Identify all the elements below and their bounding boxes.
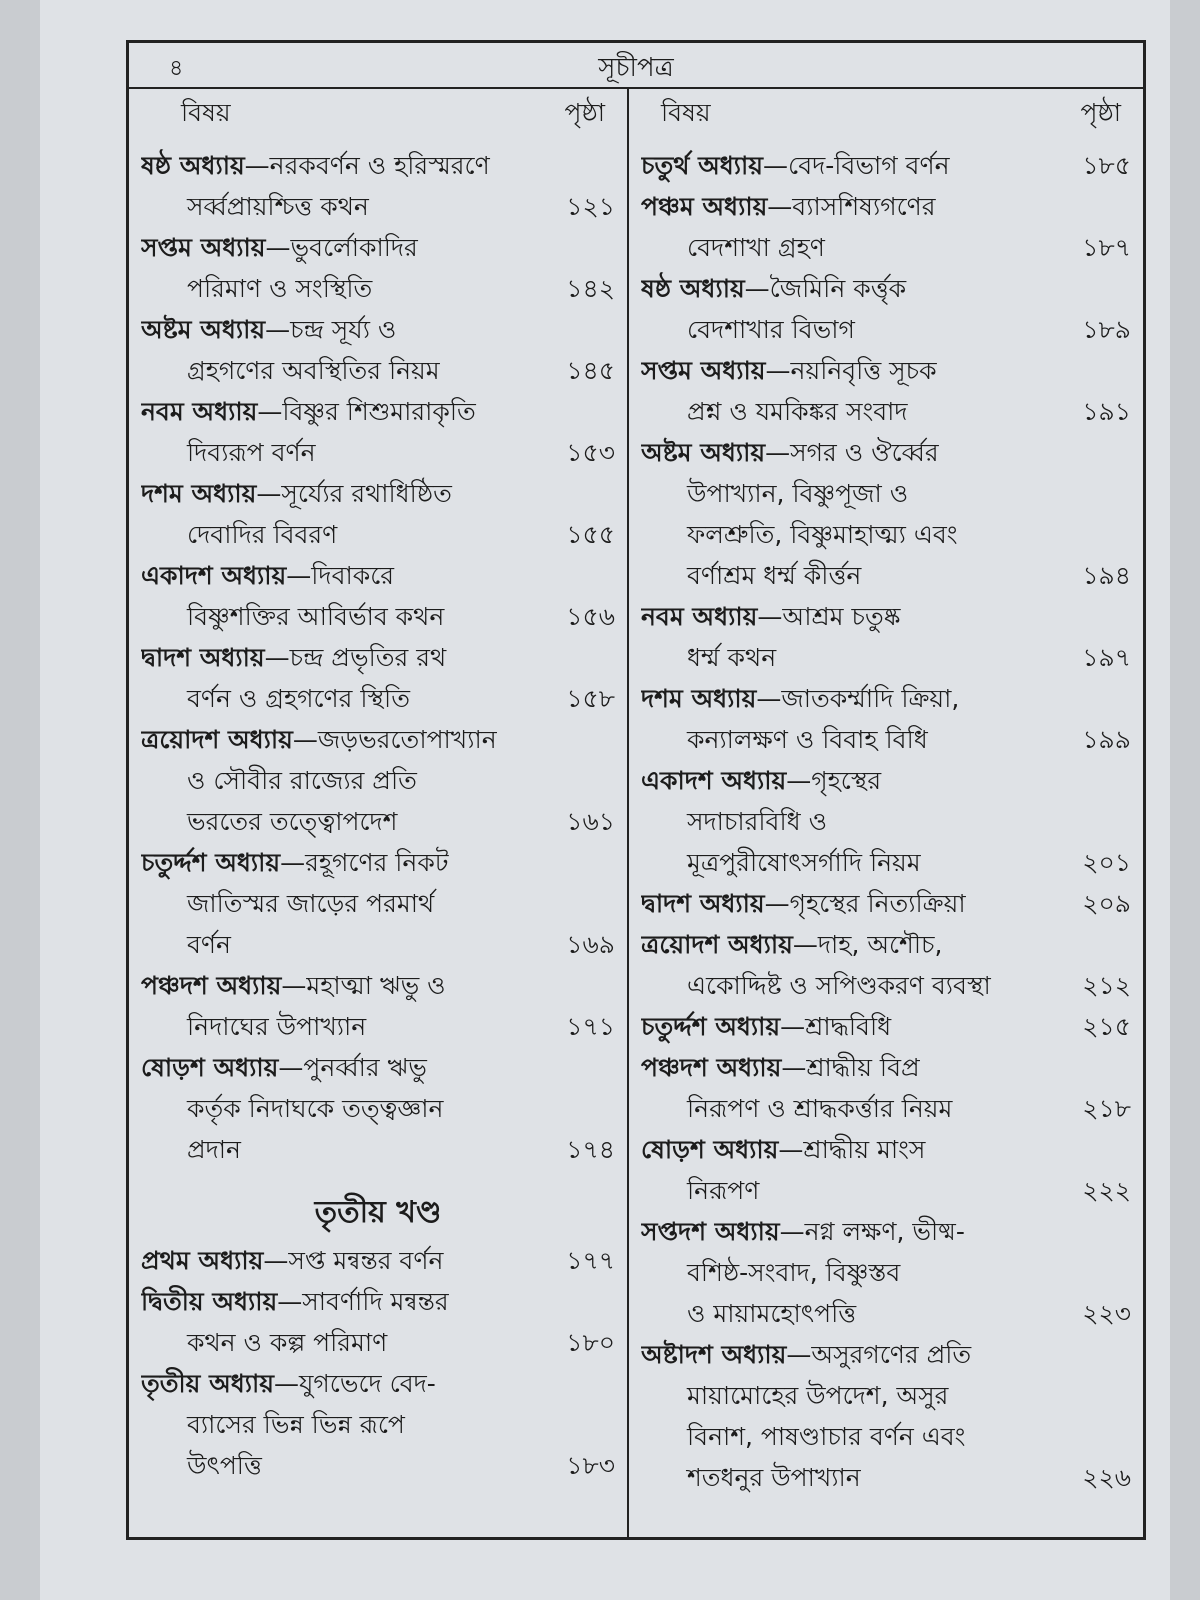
chapter-name: অষ্টাদশ অধ্যায় bbox=[641, 1340, 787, 1369]
chapter-description: চন্দ্র প্রভৃতির রথ bbox=[289, 643, 447, 672]
toc-entry bbox=[641, 924, 1131, 1006]
toc-entry bbox=[641, 350, 1131, 432]
chapter-description: বশিষ্ঠ-সংবাদ, বিষ্ণুস্তব bbox=[687, 1258, 901, 1287]
toc-entry-line bbox=[141, 719, 615, 760]
chapter-description: জড়ভরতোপাখ্যান bbox=[317, 725, 497, 754]
toc-entry-line bbox=[141, 678, 615, 719]
entry-text: দ্বিতীয় অধ্যায়—সাবর্ণাদি মন্বন্তর bbox=[141, 1287, 449, 1316]
entry-text: নবম অধ্যায়—বিষ্ণুর শিশুমারাকৃতি bbox=[141, 397, 476, 426]
chapter-description: নরকবর্ণন ও হরিস্মরণে bbox=[269, 151, 490, 180]
entry-text bbox=[641, 1416, 1073, 1457]
chapter-description: জাতিস্মর জাড়ের পরমার্থ bbox=[187, 889, 435, 918]
page-ref: ২২৩ bbox=[1082, 1299, 1131, 1328]
chapter-description: প্রদান bbox=[187, 1135, 241, 1164]
page-ref: ১৯৭ bbox=[1082, 643, 1131, 672]
toc-entry-line bbox=[641, 965, 1131, 1006]
toc-entry-line bbox=[141, 842, 615, 883]
entry-text: পঞ্চদশ অধ্যায়—মহাত্মা ঋভু ও bbox=[141, 971, 446, 1000]
chapter-description: ধর্ম্ম কথন bbox=[687, 643, 777, 672]
chapter-description: উৎপত্তি bbox=[187, 1451, 262, 1480]
toc-entry bbox=[141, 1363, 615, 1486]
page-ref: ১৪৫ bbox=[566, 356, 615, 385]
chapter-name: একাদশ অধ্যায় bbox=[641, 766, 787, 795]
chapter-description: সগর ও ঔর্ব্বের bbox=[790, 438, 939, 467]
chapter-name: পঞ্চম অধ্যায় bbox=[641, 192, 768, 221]
page-ref: ২১৮ bbox=[1082, 1094, 1131, 1123]
subject-heading: বিষয় bbox=[661, 98, 711, 127]
entry-text bbox=[141, 432, 557, 473]
toc-entry bbox=[641, 145, 1131, 186]
chapter-description: চন্দ্র সূর্য্য ও bbox=[290, 315, 397, 344]
entry-text: চতুর্থ অধ্যায়—বেদ-বিভাগ বর্ণন bbox=[641, 151, 950, 180]
entry-text bbox=[641, 1293, 1073, 1334]
left-column bbox=[129, 87, 627, 1537]
toc-entry-line bbox=[641, 760, 1131, 801]
chapter-description: ব্যাসের ভিন্ন ভিন্ন রূপে bbox=[187, 1410, 405, 1439]
toc-entry-line bbox=[141, 391, 615, 432]
entry-text bbox=[641, 473, 1073, 514]
page-ref: ১৭১ bbox=[566, 1012, 615, 1041]
toc-entry-line bbox=[641, 1252, 1131, 1293]
entry-text: অষ্টম অধ্যায়—সগর ও ঔর্ব্বের bbox=[641, 438, 939, 467]
chapter-description: যুগভেদে বেদ- bbox=[299, 1369, 436, 1398]
chapter-name: দশম অধ্যায় bbox=[141, 479, 257, 508]
toc-entry-line bbox=[141, 1088, 615, 1129]
entry-text: দ্বাদশ অধ্যায়—চন্দ্র প্রভৃতির রথ bbox=[141, 643, 447, 672]
entry-text: তৃতীয় অধ্যায়—যুগভেদে বেদ- bbox=[141, 1369, 436, 1398]
chapter-name: ষোড়শ অধ্যায় bbox=[641, 1135, 779, 1164]
chapter-description: আশ্রম চতুষ্ক bbox=[782, 602, 901, 631]
chapter-description: বিষ্ণুশক্তির আবির্ভাব কথন bbox=[187, 602, 445, 631]
chapter-name: একাদশ অধ্যায় bbox=[141, 561, 287, 590]
chapter-description: শতধনুর উপাখ্যান bbox=[687, 1463, 861, 1492]
entry-text bbox=[641, 514, 1073, 555]
chapter-description: বিষ্ণুর শিশুমারাকৃতি bbox=[282, 397, 476, 426]
toc-entry-line bbox=[641, 268, 1131, 309]
toc-entry bbox=[141, 309, 615, 391]
entry-text bbox=[141, 1006, 557, 1047]
toc-entry-line bbox=[641, 1170, 1131, 1211]
toc-entry-line bbox=[141, 965, 615, 1006]
toc-entry bbox=[141, 227, 615, 309]
toc-entry-line bbox=[141, 1363, 615, 1404]
chapter-name: অষ্টম অধ্যায় bbox=[641, 438, 766, 467]
toc-entry-line bbox=[641, 227, 1131, 268]
section-title: তৃতীয় খণ্ড bbox=[314, 1195, 442, 1230]
toc-entry-line bbox=[141, 1240, 615, 1281]
page-ref: ২০৯ bbox=[1082, 889, 1131, 918]
toc-entry-line bbox=[641, 555, 1131, 596]
chapter-description: পরিমাণ ও সংস্থিতি bbox=[187, 274, 373, 303]
page-ref: ২০১ bbox=[1082, 848, 1131, 877]
toc-entry bbox=[641, 432, 1131, 596]
entry-text: অষ্টাদশ অধ্যায়—অসুরগণের প্রতি bbox=[641, 1340, 972, 1369]
toc-entry bbox=[141, 637, 615, 719]
page-ref: ২১২ bbox=[1082, 971, 1131, 1000]
toc-entry-line bbox=[641, 432, 1131, 473]
toc-entry-line bbox=[641, 1088, 1131, 1129]
entry-text: ত্রয়োদশ অধ্যায়—জড়ভরতোপাখ্যান bbox=[141, 725, 497, 754]
toc-entry-line bbox=[641, 596, 1131, 637]
chapter-description: ও সৌবীর রাজ্যের প্রতি bbox=[187, 766, 417, 795]
entry-text: ষষ্ঠ অধ্যায়—নরকবর্ণন ও হরিস্মরণে bbox=[141, 151, 490, 180]
chapter-description: সূর্য্যের রথাধিষ্ঠিত bbox=[281, 479, 452, 508]
toc-entry-line bbox=[141, 1129, 615, 1170]
entry-text bbox=[141, 1404, 557, 1445]
chapter-description: জাতকর্ম্মাদি ক্রিয়া, bbox=[781, 684, 960, 713]
entry-text bbox=[641, 965, 1073, 1006]
chapter-description: ফলশ্রুতি, বিষ্ণুমাহাত্ম্য এবং bbox=[687, 520, 958, 549]
toc-entry-line bbox=[641, 145, 1131, 186]
entry-text bbox=[141, 760, 557, 801]
chapter-name: ষষ্ঠ অধ্যায় bbox=[641, 274, 745, 303]
chapter-description: মূত্রপুরীষোৎসর্গাদি নিয়ম bbox=[687, 848, 921, 877]
toc-entry bbox=[641, 1334, 1131, 1498]
toc-entry bbox=[141, 1047, 615, 1170]
toc-entry bbox=[641, 1047, 1131, 1129]
chapter-description: পুনর্ব্বার ঋভু bbox=[303, 1053, 427, 1082]
chapter-name: দ্বাদশ অধ্যায় bbox=[141, 643, 265, 672]
entry-text: অষ্টম অধ্যায়—চন্দ্র সূর্য্য ও bbox=[141, 315, 397, 344]
toc-entry-line bbox=[641, 309, 1131, 350]
page-title: সূচীপত্র bbox=[598, 53, 674, 83]
chapter-description: সর্ব্বপ্রায়শ্চিত্ত কথন bbox=[187, 192, 369, 221]
chapter-description: গৃহস্থের bbox=[811, 766, 882, 795]
chapter-description: অসুরগণের প্রতি bbox=[811, 1340, 972, 1369]
page-heading: পৃষ্ঠা bbox=[1080, 98, 1121, 127]
chapter-description: শ্রাদ্ধীয় বিপ্র bbox=[806, 1053, 920, 1082]
toc-entry-line bbox=[641, 514, 1131, 555]
entry-text: দ্বাদশ অধ্যায়—গৃহস্থের নিত্যক্রিয়া bbox=[641, 889, 966, 918]
chapter-description: নিরূপণ ও শ্রাদ্ধকর্ত্তার নিয়ম bbox=[687, 1094, 953, 1123]
chapter-name: ষষ্ঠ অধ্যায় bbox=[141, 151, 245, 180]
entry-text bbox=[141, 924, 557, 965]
chapter-description: কর্তৃক নিদাঘকে তত্ত্বজ্ঞান bbox=[187, 1094, 444, 1123]
toc-entry-line bbox=[141, 1404, 615, 1445]
chapter-description: নিদাঘের উপাখ্যান bbox=[187, 1012, 367, 1041]
toc-entry-line bbox=[141, 883, 615, 924]
chapter-description: কথন ও কল্প পরিমাণ bbox=[187, 1328, 388, 1357]
entry-text: একাদশ অধ্যায়—দিবাকরে bbox=[141, 561, 395, 590]
entry-text bbox=[141, 268, 557, 309]
toc-entry-line bbox=[641, 1293, 1131, 1334]
chapter-name: দ্বাদশ অধ্যায় bbox=[641, 889, 765, 918]
page-ref: ১৯৯ bbox=[1082, 725, 1131, 754]
toc-entry-line bbox=[641, 842, 1131, 883]
entry-text bbox=[641, 1088, 1073, 1129]
chapter-description: বেদশাখার বিভাগ bbox=[687, 315, 855, 344]
chapter-name: তৃতীয় অধ্যায় bbox=[141, 1369, 274, 1398]
page-header bbox=[129, 43, 1143, 89]
entry-text bbox=[641, 391, 1073, 432]
chapter-name: চতুর্দ্দশ অধ্যায় bbox=[641, 1012, 781, 1041]
index-frame bbox=[126, 40, 1146, 1540]
chapter-description: গ্রহগণের অবস্থিতির নিয়ম bbox=[187, 356, 440, 385]
chapter-description: দাহ, অশৌচ, bbox=[817, 930, 943, 959]
chapter-name: প্রথম অধ্যায় bbox=[141, 1246, 264, 1275]
entry-text bbox=[641, 1457, 1073, 1498]
entry-text bbox=[641, 1170, 1073, 1211]
chapter-description: একোদ্দিষ্ট ও সপিণ্ডকরণ ব্যবস্থা bbox=[687, 971, 991, 1000]
page-ref: ২২২ bbox=[1082, 1176, 1131, 1205]
entry-text bbox=[641, 637, 1073, 678]
entry-text: সপ্তম অধ্যায়—ভুবর্লোকাদির bbox=[141, 233, 418, 262]
chapter-name: সপ্তম অধ্যায় bbox=[141, 233, 266, 262]
chapter-name: নবম অধ্যায় bbox=[141, 397, 258, 426]
toc-entry-line bbox=[141, 268, 615, 309]
entry-text: ষষ্ঠ অধ্যায়—জৈমিনি কর্ত্তৃক bbox=[641, 274, 907, 303]
chapter-description: রহূগণের নিকট bbox=[305, 848, 449, 877]
page-ref: ১২১ bbox=[566, 192, 615, 221]
entry-text: প্রথম অধ্যায়—সপ্ত মন্বন্তর বর্ণন bbox=[141, 1246, 444, 1275]
left-entry-list bbox=[141, 145, 615, 1170]
chapter-description: ও মায়ামহোৎপত্তি bbox=[687, 1299, 857, 1328]
chapter-description: ভুবর্লোকাদির bbox=[290, 233, 418, 262]
page-ref: ১৬৯ bbox=[566, 930, 615, 959]
toc-entry bbox=[641, 186, 1131, 268]
entry-text bbox=[141, 883, 557, 924]
entry-text bbox=[141, 350, 557, 391]
page-ref: ১৫৮ bbox=[566, 684, 615, 713]
entry-text: চতুর্দ্দশ অধ্যায়—রহূগণের নিকট bbox=[141, 848, 449, 877]
toc-entry-line bbox=[141, 637, 615, 678]
toc-entry bbox=[141, 719, 615, 842]
toc-entry-line bbox=[141, 596, 615, 637]
toc-entry-line bbox=[641, 924, 1131, 965]
toc-entry bbox=[641, 596, 1131, 678]
toc-entry-line bbox=[141, 186, 615, 227]
right-column-header bbox=[641, 87, 1131, 145]
entry-text: দশম অধ্যায়—জাতকর্ম্মাদি ক্রিয়া, bbox=[641, 684, 960, 713]
page-ref: ১৭৪ bbox=[566, 1135, 615, 1164]
page-ref: ১৮৯ bbox=[1082, 315, 1131, 344]
right-entry-list bbox=[641, 145, 1131, 1498]
toc-entry bbox=[141, 555, 615, 637]
entry-text bbox=[641, 1252, 1073, 1293]
toc-entry bbox=[641, 1211, 1131, 1334]
toc-entry-line bbox=[141, 309, 615, 350]
toc-entry-line bbox=[641, 350, 1131, 391]
toc-entry-line bbox=[641, 883, 1131, 924]
page-ref: ১৫৩ bbox=[566, 438, 615, 467]
toc-entry-line bbox=[641, 719, 1131, 760]
page-ref: ১৮০ bbox=[566, 1328, 615, 1357]
page-ref: ১৭৭ bbox=[566, 1246, 615, 1275]
toc-entry-line bbox=[641, 473, 1131, 514]
toc-entry-line bbox=[141, 1006, 615, 1047]
entry-text: ষোড়শ অধ্যায়—পুনর্ব্বার ঋভু bbox=[141, 1053, 427, 1082]
page-ref: ১৪২ bbox=[566, 274, 615, 303]
chapter-description: সদাচারবিধি ও bbox=[687, 807, 827, 836]
chapter-description: নগ্ন লক্ষণ, ভীষ্ম- bbox=[804, 1217, 965, 1246]
entry-text bbox=[141, 1445, 557, 1486]
toc-entry bbox=[141, 1240, 615, 1281]
toc-entry bbox=[141, 391, 615, 473]
entry-text bbox=[141, 678, 557, 719]
entry-text: সপ্তম অধ্যায়—নয়নিবৃত্তি সূচক bbox=[641, 356, 937, 385]
chapter-description: মহাত্মা ঋভু ও bbox=[306, 971, 446, 1000]
left-column-header bbox=[141, 87, 615, 145]
chapter-description: বর্ণন ও গ্রহগণের স্থিতি bbox=[187, 684, 410, 713]
entry-text bbox=[141, 1088, 557, 1129]
toc-entry-line bbox=[141, 760, 615, 801]
entry-text: ষোড়শ অধ্যায়—শ্রাদ্ধীয় মাংস bbox=[641, 1135, 926, 1164]
chapter-name: সপ্তম অধ্যায় bbox=[641, 356, 766, 385]
chapter-description: গৃহস্থের নিত্যক্রিয়া bbox=[789, 889, 966, 918]
right-column bbox=[629, 87, 1143, 1537]
entry-text bbox=[641, 842, 1073, 883]
toc-entry-line bbox=[641, 1416, 1131, 1457]
page-heading: পৃষ্ঠা bbox=[564, 98, 605, 127]
toc-entry-line bbox=[141, 1047, 615, 1088]
toc-entry-line bbox=[141, 350, 615, 391]
chapter-description: বিনাশ, পাষণ্ডাচার বর্ণন এবং bbox=[687, 1422, 966, 1451]
toc-entry-line bbox=[141, 924, 615, 965]
entry-text bbox=[141, 801, 557, 842]
toc-entry-line bbox=[641, 1457, 1131, 1498]
chapter-description: বর্ণন bbox=[187, 930, 231, 959]
chapter-description: শ্রাদ্ধবিধি bbox=[805, 1012, 892, 1041]
toc-entry bbox=[141, 145, 615, 227]
toc-entry-line bbox=[641, 1334, 1131, 1375]
entry-text: পঞ্চদশ অধ্যায়—শ্রাদ্ধীয় বিপ্র bbox=[641, 1053, 920, 1082]
toc-entry-line bbox=[141, 555, 615, 596]
page-ref: ১৮৩ bbox=[566, 1451, 615, 1480]
chapter-description: ব্যাসশিষ্যগণের bbox=[792, 192, 936, 221]
entry-text bbox=[641, 801, 1073, 842]
chapter-description: উপাখ্যান, বিষ্ণুপূজা ও bbox=[687, 479, 909, 508]
entry-text: পঞ্চম অধ্যায়—ব্যাসশিষ্যগণের bbox=[641, 192, 936, 221]
chapter-description: দিব্যরূপ বর্ণন bbox=[187, 438, 316, 467]
page-number: ৪ bbox=[169, 56, 184, 81]
toc-entry-line bbox=[641, 1047, 1131, 1088]
left-entry-list-section bbox=[141, 1240, 615, 1486]
toc-entry bbox=[641, 760, 1131, 883]
chapter-description: বেদ-বিভাগ বর্ণন bbox=[788, 151, 950, 180]
chapter-description: ভরতের তত্ত্বোপদেশ bbox=[187, 807, 398, 836]
toc-entry-line bbox=[141, 227, 615, 268]
page-ref: ২২৬ bbox=[1082, 1463, 1131, 1492]
chapter-name: ত্রয়োদশ অধ্যায় bbox=[641, 930, 793, 959]
toc-entry bbox=[141, 473, 615, 555]
entry-text bbox=[641, 555, 1073, 596]
chapter-description: নয়নিবৃত্তি সূচক bbox=[790, 356, 937, 385]
entry-text bbox=[641, 1375, 1073, 1416]
page-ref: ১৯১ bbox=[1082, 397, 1131, 426]
chapter-name: ত্রয়োদশ অধ্যায় bbox=[141, 725, 293, 754]
toc-entry bbox=[141, 842, 615, 965]
page-ref: ১৬১ bbox=[566, 807, 615, 836]
chapter-name: ষোড়শ অধ্যায় bbox=[141, 1053, 279, 1082]
chapter-name: পঞ্চদশ অধ্যায় bbox=[641, 1053, 782, 1082]
toc-entry bbox=[141, 965, 615, 1047]
chapter-description: নিরূপণ bbox=[687, 1176, 760, 1205]
chapter-description: বর্ণাশ্রম ধর্ম্ম কীর্ত্তন bbox=[687, 561, 862, 590]
chapter-description: মায়ামোহের উপদেশ, অসুর bbox=[687, 1381, 949, 1410]
chapter-name: দ্বিতীয় অধ্যায় bbox=[141, 1287, 278, 1316]
toc-entry-line bbox=[641, 801, 1131, 842]
entry-text bbox=[141, 186, 557, 227]
toc-entry bbox=[641, 678, 1131, 760]
chapter-description: শ্রাদ্ধীয় মাংস bbox=[803, 1135, 926, 1164]
chapter-name: সপ্তদশ অধ্যায় bbox=[641, 1217, 780, 1246]
entry-text: দশম অধ্যায়—সূর্য্যের রথাধিষ্ঠিত bbox=[141, 479, 452, 508]
toc-entry-line bbox=[141, 1445, 615, 1486]
toc-entry-line bbox=[641, 637, 1131, 678]
chapter-description: প্রশ্ন ও যমকিঙ্কর সংবাদ bbox=[687, 397, 908, 426]
entry-text: সপ্তদশ অধ্যায়—নগ্ন লক্ষণ, ভীষ্ম- bbox=[641, 1217, 965, 1246]
toc-entry-line bbox=[641, 186, 1131, 227]
chapter-description: দেবাদির বিবরণ bbox=[187, 520, 338, 549]
entry-text bbox=[641, 227, 1073, 268]
entry-text: ত্রয়োদশ অধ্যায়—দাহ, অশৌচ, bbox=[641, 930, 943, 959]
entry-text: নবম অধ্যায়—আশ্রম চতুষ্ক bbox=[641, 602, 901, 631]
page-ref: ১৮৫ bbox=[1082, 151, 1131, 180]
entry-text bbox=[141, 1129, 557, 1170]
toc-entry-line bbox=[141, 145, 615, 186]
chapter-description: জৈমিনি কর্ত্তৃক bbox=[769, 274, 907, 303]
toc-entry-line bbox=[141, 473, 615, 514]
page-ref: ২১৫ bbox=[1082, 1012, 1131, 1041]
toc-entry-line bbox=[141, 801, 615, 842]
chapter-description: বেদশাখা গ্রহণ bbox=[687, 233, 825, 262]
toc-entry bbox=[641, 1129, 1131, 1211]
toc-entry bbox=[641, 1006, 1131, 1047]
chapter-description: কন্যালক্ষণ ও বিবাহ বিধি bbox=[687, 725, 928, 754]
toc-entry-line bbox=[141, 514, 615, 555]
toc-entry-line bbox=[641, 1211, 1131, 1252]
toc-entry bbox=[641, 883, 1131, 924]
chapter-name: চতুর্থ অধ্যায় bbox=[641, 151, 764, 180]
toc-entry-line bbox=[141, 432, 615, 473]
toc-entry bbox=[641, 268, 1131, 350]
entry-text: চতুর্দ্দশ অধ্যায়—শ্রাদ্ধবিধি bbox=[641, 1012, 892, 1041]
page-ref: ১৫৫ bbox=[566, 520, 615, 549]
toc-entry-line bbox=[641, 1129, 1131, 1170]
entry-text bbox=[141, 514, 557, 555]
chapter-name: পঞ্চদশ অধ্যায় bbox=[141, 971, 282, 1000]
page-sheet bbox=[40, 0, 1170, 1600]
chapter-name: নবম অধ্যায় bbox=[641, 602, 758, 631]
chapter-name: চতুর্দ্দশ অধ্যায় bbox=[141, 848, 281, 877]
toc-entry-line bbox=[141, 1322, 615, 1363]
page-ref: ১৮৭ bbox=[1082, 233, 1131, 262]
entry-text bbox=[641, 309, 1073, 350]
page-ref: ১৯৪ bbox=[1082, 561, 1131, 590]
chapter-description: সপ্ত মন্বন্তর বর্ণন bbox=[288, 1246, 444, 1275]
entry-text bbox=[141, 596, 557, 637]
chapter-description: দিবাকরে bbox=[311, 561, 395, 590]
toc-entry-line bbox=[641, 391, 1131, 432]
page-ref: ১৫৬ bbox=[566, 602, 615, 631]
chapter-name: অষ্টম অধ্যায় bbox=[141, 315, 266, 344]
entry-text bbox=[141, 1322, 557, 1363]
entry-text bbox=[641, 719, 1073, 760]
subject-heading: বিষয় bbox=[181, 98, 231, 127]
chapter-description: সাবর্ণাদি মন্বন্তর bbox=[302, 1287, 449, 1316]
toc-entry-line bbox=[141, 1281, 615, 1322]
entry-text: একাদশ অধ্যায়—গৃহস্থের bbox=[641, 766, 882, 795]
toc-entry-line bbox=[641, 678, 1131, 719]
chapter-name: দশম অধ্যায় bbox=[641, 684, 757, 713]
toc-entry-line bbox=[641, 1006, 1131, 1047]
toc-entry bbox=[141, 1281, 615, 1363]
toc-entry-line bbox=[641, 1375, 1131, 1416]
